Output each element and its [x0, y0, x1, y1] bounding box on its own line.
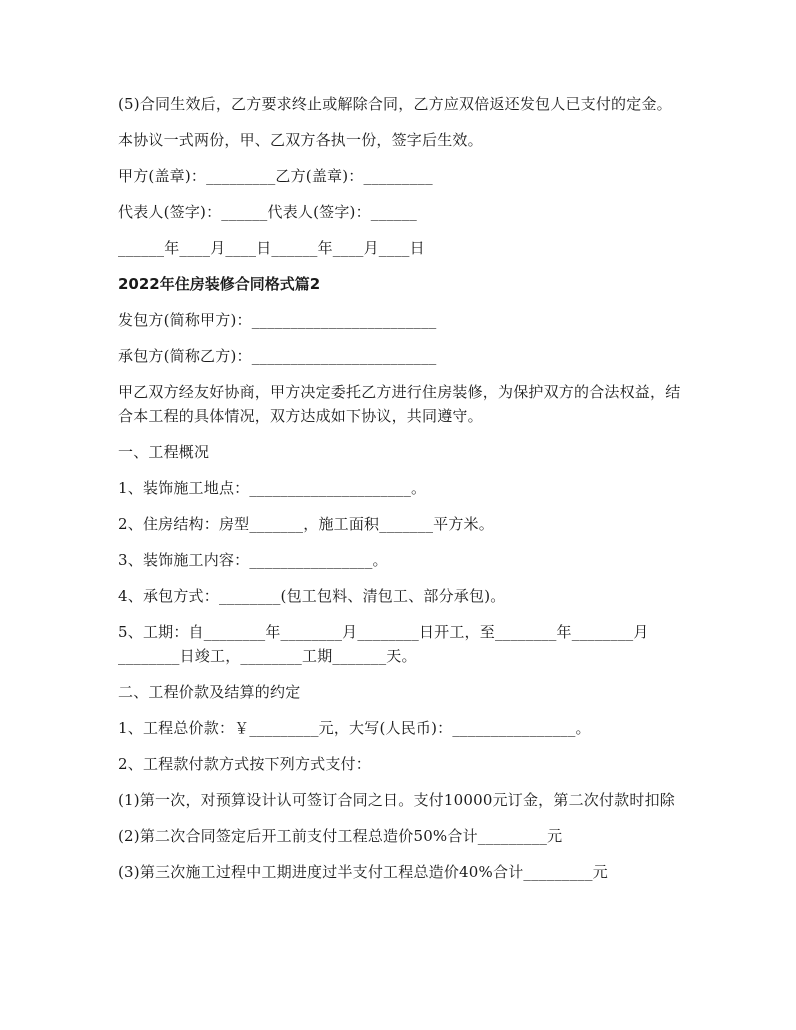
item-5-duration: 5、工期：自________年________月________日开工，至________年________月________日竣工，________工期_______天。 [118, 623, 649, 665]
item-1-location: 1、装饰施工地点：_____________________。 [118, 479, 427, 497]
agreement-copies-note: 本协议一式两份，甲、乙双方各执一份，签字后生效。 [118, 131, 483, 149]
item-4-contract-mode: 4、承包方式：________(包工包料、清包工、部分承包)。 [118, 587, 506, 605]
price-item-1-total: 1、工程总价款：￥_________元，大写(人民币)：________________。 [118, 719, 591, 737]
representative-signature-line: 代表人(签字)：______代表人(签字)：______ [118, 203, 418, 221]
party-a-line: 发包方(简称甲方)：________________________ [118, 311, 437, 329]
intro-paragraph: 甲乙双方经友好协商，甲方决定委托乙方进行住房装修，为保护双方的合法权益，结合本工程的具体情况，双方达成如下协议，共同遵守。 [118, 383, 681, 425]
section-1-heading: 一、工程概况 [118, 443, 210, 461]
date-line: ______年____月____日______年____月____日 [118, 239, 425, 257]
section-title: 2022年住房装修合同格式篇2 [118, 275, 321, 293]
price-item-2-payment-method: 2、工程款付款方式按下列方式支付： [118, 755, 371, 773]
payment-step-3: (3)第三次施工过程中工期进度过半支付工程总造价40%合计_________元 [118, 863, 608, 881]
payment-step-1: (1)第一次，对预算设计认可签订合同之日。支付10000元订金，第二次付款时扣除 [118, 791, 675, 809]
item-3-content: 3、装饰施工内容：________________。 [118, 551, 388, 569]
payment-step-2: (2)第二次合同签定后开工前支付工程总造价50%合计_________元 [118, 827, 563, 845]
clause-5-deposit-refund: (5)合同生效后，乙方要求终止或解除合同，乙方应双倍返还发包人已支付的定金。 [118, 95, 672, 113]
section-2-heading: 二、工程价款及结算的约定 [118, 683, 301, 701]
party-b-line: 承包方(简称乙方)：________________________ [118, 347, 437, 365]
party-seal-line: 甲方(盖章)：_________乙方(盖章)：_________ [118, 167, 433, 185]
item-2-structure: 2、住房结构：房型_______，施工面积_______平方米。 [118, 515, 494, 533]
